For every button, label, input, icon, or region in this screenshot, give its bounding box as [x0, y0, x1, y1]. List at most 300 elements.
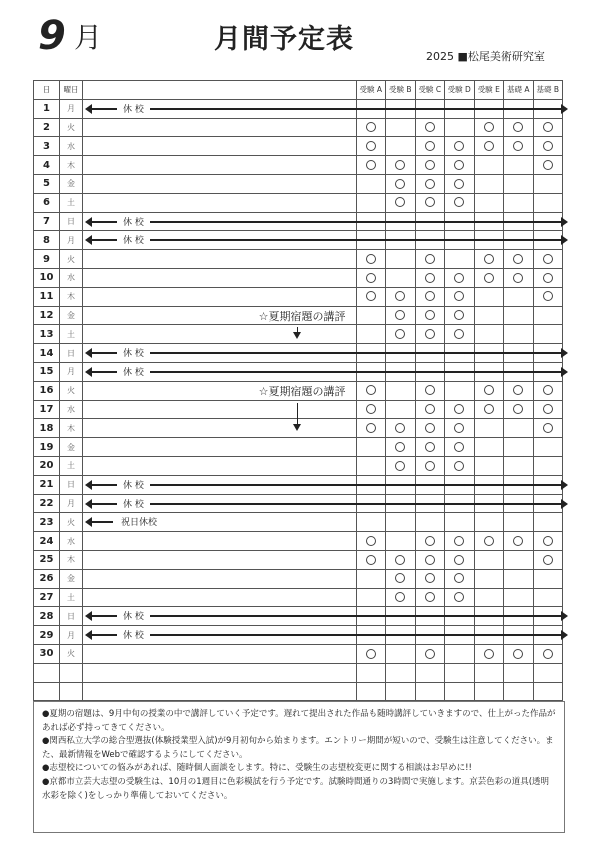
class-cell [474, 250, 504, 269]
class-cell [415, 400, 445, 419]
class-scheduled-mark [395, 592, 405, 602]
class-cell [386, 663, 416, 682]
day-cell: 6 [34, 193, 60, 212]
class-cell [474, 663, 504, 682]
class-scheduled-mark [425, 160, 435, 170]
weekday-cell: 金 [60, 569, 83, 588]
class-cell [386, 250, 416, 269]
class-cell [356, 118, 386, 137]
day-cell: 4 [34, 156, 60, 175]
event-label: 休 校 [117, 346, 150, 359]
day-cell: 5 [34, 174, 60, 193]
class-cell [533, 419, 563, 438]
class-cell [445, 438, 475, 457]
event-cell [83, 400, 357, 419]
class-scheduled-mark [454, 179, 464, 189]
class-scheduled-mark [513, 273, 523, 283]
class-cell [356, 644, 386, 663]
class-cell [474, 325, 504, 344]
event-cell [83, 419, 357, 438]
table-row [34, 287, 563, 306]
weekday-cell: 火 [60, 250, 83, 269]
critique-note: ☆夏期宿題の講評 [258, 384, 346, 398]
class-cell [445, 532, 475, 551]
table-row [34, 588, 563, 607]
weekday-cell: 金 [60, 174, 83, 193]
class-cell [445, 588, 475, 607]
table-row [34, 569, 563, 588]
class-scheduled-mark [366, 385, 376, 395]
class-cell [415, 663, 445, 682]
day-cell: 3 [34, 137, 60, 156]
closure-double-arrow [91, 108, 562, 110]
col-header-exam: 基礎 B [533, 81, 563, 100]
class-cell [445, 306, 475, 325]
class-cell [504, 306, 534, 325]
class-cell [356, 663, 386, 682]
class-scheduled-mark [366, 122, 376, 132]
weekday-cell: 水 [60, 400, 83, 419]
closure-double-arrow [91, 221, 562, 223]
table-row [34, 174, 563, 193]
class-cell [415, 118, 445, 137]
page-title: 月間予定表 [214, 24, 354, 55]
class-scheduled-mark [366, 649, 376, 659]
table-row [34, 644, 563, 663]
note-item: ●志望校についての悩みがあれば、随時個人面談をします。特に、受験生の志望校変更に関する相談はお早めに!! [42, 763, 472, 774]
closure-double-arrow [91, 503, 562, 505]
class-cell [474, 193, 504, 212]
class-cell [474, 268, 504, 287]
class-cell [533, 400, 563, 419]
class-scheduled-mark [454, 423, 464, 433]
class-scheduled-mark [454, 555, 464, 565]
class-scheduled-mark [543, 160, 553, 170]
class-scheduled-mark [454, 310, 464, 320]
class-cell [445, 569, 475, 588]
class-scheduled-mark [484, 122, 494, 132]
class-cell [533, 268, 563, 287]
day-cell: 2 [34, 118, 60, 137]
class-scheduled-mark [395, 160, 405, 170]
class-scheduled-mark [484, 536, 494, 546]
class-cell [474, 456, 504, 475]
class-cell [504, 118, 534, 137]
class-cell [504, 513, 534, 532]
event-label: 祝日休校 [115, 515, 163, 528]
class-cell [474, 513, 504, 532]
month-label: 月 [74, 21, 103, 54]
class-scheduled-mark [454, 442, 464, 452]
day-cell [34, 663, 60, 682]
day-cell: 22 [34, 494, 60, 513]
event-cell [83, 137, 357, 156]
month-number: 9 [38, 13, 66, 59]
class-scheduled-mark [484, 254, 494, 264]
class-cell [533, 438, 563, 457]
weekday-cell [60, 663, 83, 682]
day-cell: 24 [34, 532, 60, 551]
event-cell [83, 193, 357, 212]
class-cell [356, 550, 386, 569]
closure-double-arrow [91, 371, 562, 373]
col-header-day: 日 [34, 81, 60, 100]
class-cell [474, 569, 504, 588]
class-cell [445, 400, 475, 419]
class-cell [474, 682, 504, 701]
class-cell [415, 588, 445, 607]
class-cell [445, 419, 475, 438]
day-cell: 28 [34, 607, 60, 626]
class-cell [504, 438, 534, 457]
class-cell [386, 325, 416, 344]
class-scheduled-mark [425, 423, 435, 433]
class-cell [415, 419, 445, 438]
class-cell [356, 287, 386, 306]
weekday-cell: 日 [60, 344, 83, 363]
class-scheduled-mark [395, 442, 405, 452]
class-cell [356, 156, 386, 175]
col-header-exam: 受験 A [356, 81, 386, 100]
table-row [34, 400, 563, 419]
event-label: 休 校 [117, 215, 150, 228]
class-scheduled-mark [513, 536, 523, 546]
col-header-event [83, 81, 357, 100]
day-cell: 9 [34, 250, 60, 269]
class-cell [415, 513, 445, 532]
class-cell [415, 250, 445, 269]
class-scheduled-mark [425, 141, 435, 151]
class-cell [356, 137, 386, 156]
class-cell [386, 400, 416, 419]
table-row [34, 325, 563, 344]
class-scheduled-mark [454, 291, 464, 301]
event-cell [83, 268, 357, 287]
day-cell: 20 [34, 456, 60, 475]
day-cell: 29 [34, 626, 60, 645]
event-cell [83, 513, 357, 532]
class-scheduled-mark [513, 122, 523, 132]
class-cell [356, 250, 386, 269]
class-cell [504, 663, 534, 682]
class-cell [504, 400, 534, 419]
class-cell [386, 588, 416, 607]
class-scheduled-mark [425, 461, 435, 471]
event-label: 休 校 [117, 478, 150, 491]
class-cell [415, 381, 445, 400]
table-row [34, 663, 563, 682]
table-row [34, 268, 563, 287]
event-cell [83, 344, 357, 363]
class-cell [415, 532, 445, 551]
table-row [34, 513, 563, 532]
class-scheduled-mark [395, 179, 405, 189]
class-cell [386, 193, 416, 212]
page-header [0, 0, 595, 80]
class-cell [445, 268, 475, 287]
class-cell [533, 381, 563, 400]
class-cell [533, 682, 563, 701]
closure-double-arrow [91, 352, 562, 354]
class-scheduled-mark [454, 536, 464, 546]
class-scheduled-mark [513, 254, 523, 264]
class-cell [415, 268, 445, 287]
event-cell [83, 156, 357, 175]
table-row [34, 626, 563, 645]
class-scheduled-mark [543, 122, 553, 132]
class-cell [445, 682, 475, 701]
class-scheduled-mark [366, 160, 376, 170]
class-cell [504, 287, 534, 306]
day-cell: 21 [34, 475, 60, 494]
class-scheduled-mark [425, 179, 435, 189]
event-cell [83, 475, 357, 494]
class-cell [415, 174, 445, 193]
class-cell [474, 532, 504, 551]
class-cell [386, 682, 416, 701]
table-header-row [34, 81, 563, 100]
class-scheduled-mark [513, 404, 523, 414]
class-cell [386, 156, 416, 175]
class-cell [504, 193, 534, 212]
class-cell [445, 663, 475, 682]
day-cell: 30 [34, 644, 60, 663]
class-scheduled-mark [425, 329, 435, 339]
class-cell [386, 644, 416, 663]
class-cell [445, 174, 475, 193]
class-cell [445, 644, 475, 663]
class-cell [386, 268, 416, 287]
class-scheduled-mark [484, 404, 494, 414]
class-cell [356, 588, 386, 607]
class-scheduled-mark [454, 160, 464, 170]
class-cell [386, 419, 416, 438]
weekday-cell: 月 [60, 99, 83, 118]
class-scheduled-mark [425, 273, 435, 283]
class-cell [445, 193, 475, 212]
notes-box [33, 701, 565, 833]
col-header-exam: 受験 D [445, 81, 475, 100]
class-cell [533, 569, 563, 588]
event-cell [83, 212, 357, 231]
class-cell [415, 137, 445, 156]
event-label: 休 校 [117, 497, 150, 510]
table-row [34, 212, 563, 231]
class-cell [356, 569, 386, 588]
event-cell [83, 306, 357, 325]
table-row [34, 344, 563, 363]
event-cell [83, 287, 357, 306]
weekday-cell: 水 [60, 268, 83, 287]
col-header-weekday: 曜日 [60, 81, 83, 100]
class-cell [474, 400, 504, 419]
class-cell [504, 644, 534, 663]
class-cell [533, 193, 563, 212]
class-cell [415, 456, 445, 475]
class-cell [386, 118, 416, 137]
day-cell: 8 [34, 231, 60, 250]
class-cell [356, 682, 386, 701]
class-cell [533, 644, 563, 663]
class-cell [415, 438, 445, 457]
note-item: ●夏期の宿題は、9月中旬の授業の中で講評していく予定です。遅れて提出された作品も随時講評していきますので、仕上がった作品があれば必ず持ってきてください。 [42, 709, 556, 733]
day-cell: 26 [34, 569, 60, 588]
day-cell [34, 682, 60, 701]
day-cell: 18 [34, 419, 60, 438]
class-cell [445, 550, 475, 569]
weekday-cell: 水 [60, 532, 83, 551]
event-cell [83, 231, 357, 250]
col-header-exam: 受験 E [474, 81, 504, 100]
weekday-cell: 日 [60, 475, 83, 494]
class-scheduled-mark [366, 404, 376, 414]
class-cell [504, 174, 534, 193]
class-cell [415, 306, 445, 325]
class-scheduled-mark [395, 197, 405, 207]
class-scheduled-mark [425, 573, 435, 583]
table-row [34, 231, 563, 250]
class-scheduled-mark [454, 592, 464, 602]
note-item: ●京都市立芸大志望の受験生は、10月の1週目に色彩模試を行う予定です。試験時間通りの3時間で実施します。京芸色彩の道具(透明水彩を除く)をしっかり準備しておいてください。 [42, 776, 550, 801]
class-cell [533, 156, 563, 175]
class-cell [356, 174, 386, 193]
class-scheduled-mark [395, 423, 405, 433]
class-cell [415, 287, 445, 306]
down-arrow-icon [297, 327, 298, 335]
class-scheduled-mark [484, 273, 494, 283]
class-scheduled-mark [484, 649, 494, 659]
class-cell [386, 381, 416, 400]
class-scheduled-mark [543, 404, 553, 414]
weekday-cell: 金 [60, 438, 83, 457]
event-label: 休 校 [117, 628, 150, 641]
weekday-cell: 木 [60, 156, 83, 175]
event-cell [83, 626, 357, 645]
weekday-cell: 土 [60, 456, 83, 475]
weekday-cell: 日 [60, 607, 83, 626]
class-scheduled-mark [395, 291, 405, 301]
event-label: 休 校 [117, 609, 150, 622]
class-cell [504, 325, 534, 344]
class-scheduled-mark [543, 536, 553, 546]
event-cell [83, 456, 357, 475]
class-cell [504, 550, 534, 569]
class-scheduled-mark [425, 555, 435, 565]
event-cell [83, 174, 357, 193]
class-cell [504, 381, 534, 400]
class-scheduled-mark [543, 254, 553, 264]
class-cell [533, 663, 563, 682]
day-cell: 12 [34, 306, 60, 325]
class-cell [445, 156, 475, 175]
event-label: 休 校 [117, 233, 150, 246]
class-cell [445, 118, 475, 137]
class-cell [386, 456, 416, 475]
class-cell [386, 287, 416, 306]
class-scheduled-mark [366, 423, 376, 433]
class-cell [504, 268, 534, 287]
class-scheduled-mark [454, 329, 464, 339]
table-row [34, 607, 563, 626]
day-cell: 25 [34, 550, 60, 569]
weekday-cell: 火 [60, 118, 83, 137]
class-scheduled-mark [366, 273, 376, 283]
class-cell [356, 193, 386, 212]
class-cell [356, 381, 386, 400]
class-scheduled-mark [425, 197, 435, 207]
class-scheduled-mark [395, 329, 405, 339]
class-scheduled-mark [425, 291, 435, 301]
event-cell [83, 381, 357, 400]
class-cell [504, 250, 534, 269]
class-scheduled-mark [454, 141, 464, 151]
class-cell [474, 644, 504, 663]
class-scheduled-mark [395, 310, 405, 320]
weekday-cell: 火 [60, 381, 83, 400]
class-cell [533, 456, 563, 475]
class-cell [533, 532, 563, 551]
class-cell [356, 268, 386, 287]
class-cell [533, 287, 563, 306]
event-cell [83, 682, 357, 701]
class-cell [386, 532, 416, 551]
table-row [34, 494, 563, 513]
class-cell [504, 137, 534, 156]
class-scheduled-mark [543, 141, 553, 151]
weekday-cell: 月 [60, 362, 83, 381]
class-cell [533, 588, 563, 607]
class-scheduled-mark [484, 141, 494, 151]
critique-note: ☆夏期宿題の講評 [258, 309, 346, 323]
class-cell [474, 588, 504, 607]
class-cell [415, 325, 445, 344]
class-cell [445, 381, 475, 400]
class-scheduled-mark [395, 461, 405, 471]
class-cell [533, 550, 563, 569]
class-cell [474, 287, 504, 306]
event-cell [83, 99, 357, 118]
day-cell: 11 [34, 287, 60, 306]
class-cell [445, 325, 475, 344]
day-cell: 7 [34, 212, 60, 231]
class-scheduled-mark [513, 649, 523, 659]
col-header-exam: 受験 C [415, 81, 445, 100]
class-cell [474, 419, 504, 438]
weekday-cell: 土 [60, 325, 83, 344]
event-cell [83, 550, 357, 569]
weekday-cell: 木 [60, 287, 83, 306]
weekday-cell: 土 [60, 588, 83, 607]
class-cell [504, 532, 534, 551]
class-scheduled-mark [454, 273, 464, 283]
class-cell [415, 156, 445, 175]
table-row [34, 381, 563, 400]
event-label: 休 校 [117, 365, 150, 378]
class-cell [445, 250, 475, 269]
table-row [34, 306, 563, 325]
class-scheduled-mark [543, 385, 553, 395]
class-scheduled-mark [543, 291, 553, 301]
holiday-left-arrow [91, 521, 113, 523]
table-row [34, 438, 563, 457]
class-cell [386, 306, 416, 325]
class-cell [504, 156, 534, 175]
class-scheduled-mark [543, 273, 553, 283]
table-row [34, 682, 563, 701]
class-cell [504, 419, 534, 438]
class-cell [504, 569, 534, 588]
table-row [34, 99, 563, 118]
